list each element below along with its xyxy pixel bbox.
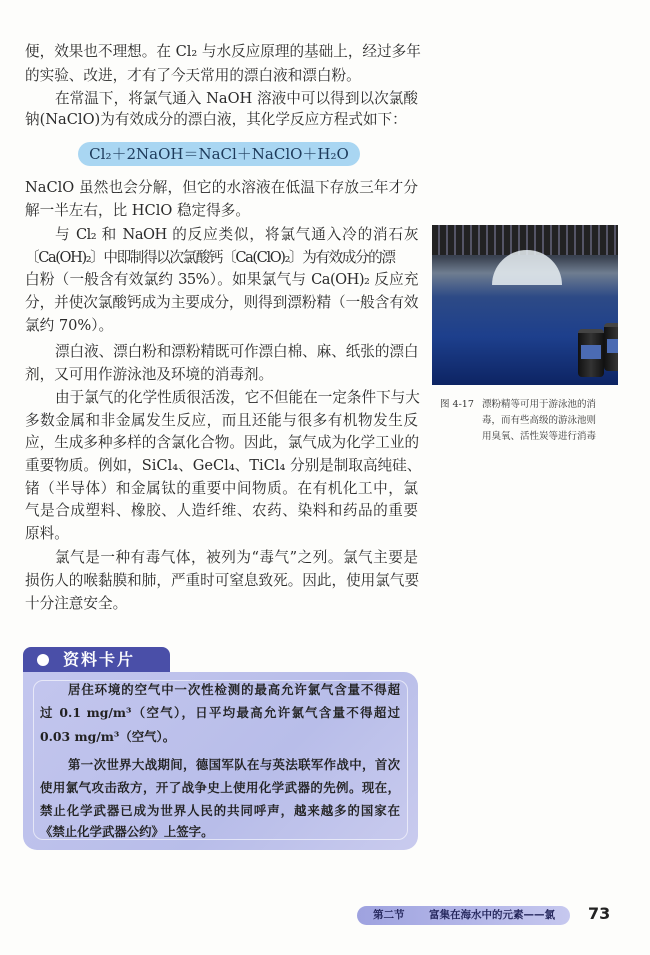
text-line: 白粉（一般含有效氯约 35%）。如果氯气与 Ca(OH)₂ 反应充 — [25, 271, 418, 288]
card-line: 禁止化学武器已成为世界人民的共同呼声，越来越多的国家在 — [40, 803, 400, 818]
text-line: 与 Cl₂ 和 NaOH 的反应类似，将氯气通入冷的消石灰 — [55, 226, 418, 243]
text-line: 在常温下，将氯气通入 NaOH 溶液中可以得到以次氯酸 — [55, 90, 418, 107]
text-line: 漂白液、漂白粉和漂粉精既可作漂白棉、麻、纸张的漂白 — [55, 343, 418, 360]
text-line: NaClO 虽然也会分解，但它的水溶液在低温下存放三年才分 — [25, 179, 418, 196]
bleach-canister — [578, 329, 604, 377]
text-line: 便，效果也不理想。在 Cl₂ 与水反应原理的基础上，经过多年 — [25, 43, 421, 60]
figure-caption-line: 毒，而有些高级的游泳池则 — [482, 415, 597, 426]
text-line: 应，生成多种多样的含氯化合物。因此，氯气成为化学工业的 — [25, 434, 420, 451]
bleach-canister — [604, 323, 618, 371]
text-line: 多数金属和非金属发生反应，而且还能与很多有机物发生反 — [25, 412, 418, 429]
text-line: 气是合成塑料、橡胶、人造纤维、农药、染料和药品的重要 — [25, 502, 418, 519]
card-line: 第一次世界大战期间，德国军队在与英法联军作战中，首次 — [68, 757, 400, 772]
text-line: 由于氯气的化学性质很活泼，它不但能在一定条件下与大 — [55, 389, 420, 406]
chemical-equation: Cl₂＋2NaOH＝NaCl＋NaClO＋H₂O — [78, 142, 360, 166]
text-line: 分，并使次氯酸钙成为主要成分，则得到漂粉精（一般含有效 — [25, 294, 418, 311]
swimming-pool-photo — [432, 225, 618, 385]
info-card-title: 资料卡片 — [63, 650, 136, 669]
card-line: 《禁止化学武器公约》上签字。 — [40, 824, 214, 839]
footer-section: 第二节 — [373, 909, 405, 921]
card-line: 0.03 mg/m³（空气）。 — [40, 729, 176, 744]
running-footer — [357, 906, 570, 925]
card-line: 过 0.1 mg/m³（空气），日平均最高允许氯气含量不得超过 — [40, 705, 400, 720]
text-line: 氯约 70%）。 — [25, 317, 114, 334]
text-line: 损伤人的喉黏膜和肺，严重时可窒息致死。因此，使用氯气要 — [25, 572, 420, 589]
text-line: 重要物质。例如，SiCl₄、GeCl₄、TiCl₄ 分别是制取高纯硅、 — [25, 457, 422, 474]
footer-title: 富集在海水中的元素——氯 — [429, 909, 555, 921]
figure-label: 图 4-17 — [440, 399, 474, 410]
card-line: 居住环境的空气中一次性检测的最高允许氯气含量不得超 — [68, 682, 400, 697]
text-line: 锗（半导体）和金属钛的重要中间物质。在有机化工中，氯 — [25, 480, 418, 497]
card-line: 使用氯气攻击敌方，开了战争史上使用化学武器的先例。现在， — [40, 780, 400, 795]
figure-caption-line: 漂粉精等可用于游泳池的消 — [482, 399, 597, 410]
text-line: 钠(NaClO)为有效成分的漂白液，其化学反应方程式如下： — [25, 111, 407, 128]
text-line: 〔Ca(OH)₂〕中即制得以次氯酸钙〔Ca(ClO)₂〕为有效成分的漂 — [25, 249, 395, 266]
text-line: 的实验、改进，才有了今天常用的漂白液和漂白粉。 — [25, 67, 361, 84]
text-line: 十分注意安全。 — [25, 595, 128, 612]
page-number: 73 — [588, 904, 611, 923]
circle-bullet-icon — [37, 654, 49, 666]
text-line: 解一半左右，比 HClO 稳定得多。 — [25, 202, 250, 219]
text-line: 氯气是一种有毒气体，被列为“毒气”之列。氯气主要是 — [55, 549, 418, 566]
text-line: 原料。 — [25, 525, 69, 542]
info-card-tab — [23, 647, 170, 673]
text-line: 剂，又可用作游泳池及环境的消毒剂。 — [25, 366, 274, 383]
figure-caption-line: 用臭氧、活性炭等进行消毒 — [482, 431, 597, 442]
